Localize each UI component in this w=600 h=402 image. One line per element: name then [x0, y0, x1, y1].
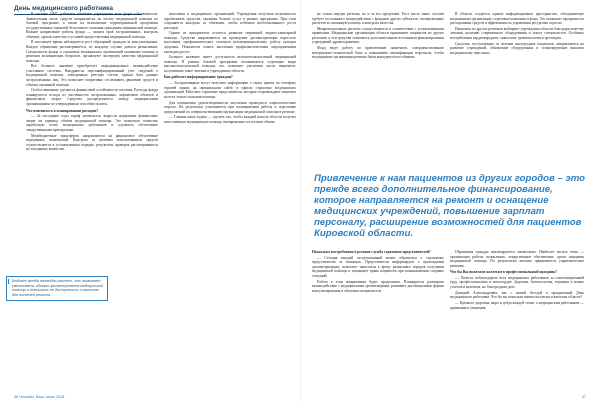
paragraph: Межрегиональные расчеты осуществляются в соответствии с установленными правилами. Медицинские организации области принимают пациентов из других регионов, и эти средства становятся дополнительным источником финансирования учреждений здравоохранения. [312, 26, 444, 45]
paragraph: В системе ОМС работают лечебные учреждения всех форм собственности. Значительная часть средств направляется на оплату медицинской помощи по базовой программе, а также на выполнение территориальной программы государственных гарантий бесплатного оказания гражданам медицинской помощи. Важное направление работы фонда — защита прав застрахованных, контроль объемов, сроков, качества и условий предоставления медицинской помощи. [26, 12, 158, 39]
paragraph: В настоящее время наблюдается рост обращений граждан за консультациями. Каждое обращение рассматривается, по каждому случаю даются разъяснения. Специалисты фонда и страховых медицинских организаций оказывают помощь в решении возникающих вопросов, организуют экспертизу качества медицинской помощи. [26, 40, 158, 63]
paragraph: Для повышения удовлетворенности населения проводятся социологические опросы. Их результаты учитываются при планировании работы и подготовке предложений по совершенствованию организации медицинской помощи в регионе. [164, 100, 296, 114]
side-note-accent-bar [8, 279, 9, 284]
paragraph: — Сегодня каждый застрахованный может обратиться к страховому представителю за помощью. Представители информируют о прохождении диспансеризации, помогают записаться к врачу, разъясняют порядок получения медицинской помощи и защищают права пациентов при возникновении спорных ситуаций. [312, 255, 444, 278]
column-3-bottom-text [312, 250, 444, 293]
paragraph: — Крепкого здоровья, мира и добра каждой семье, а медицинским работникам — признания и уважения. [450, 301, 584, 310]
footer-left-folio: 46 Человек. Ваш. июнь 2018 [14, 395, 65, 399]
paragraph: Особое внимание уделяется финансовой устойчивости системы. Расходы фонда планируются исходя из численности застрахованных, нормативов объемов и финансовых затрат. Средства распределяются между медицинскими организациями по утвержденным способам оплаты. [26, 88, 158, 106]
interview-question: Что бы Вы пожелали коллегам в профессиональный праздник? [450, 270, 557, 275]
interview-question: Насколько востребована в регионе служба страховых представителей? [312, 250, 431, 254]
column-3-top-text [312, 12, 444, 170]
paragraph: — Хочется поблагодарить всех медицинских работников за самоотверженный труд, профессионализм и милосердие. Здоровья, благополучия, терпения и новых успехов в нелегком, но благородном деле. [450, 275, 584, 290]
paragraph: Работа в этом направлении будет продолжена. Планируется расширять взаимодействие с медицинскими организациями, развивать дистанционные формы консультирования и обучения специалистов. [312, 279, 444, 293]
paragraph: Межбюджетные трансферты направляются на финансовое обеспечение переданных полномочий. Контроль за целевым использованием средств осуществляется в установленном порядке, результаты проверок рассматриваются на заседаниях комиссии. [26, 133, 158, 152]
paragraph: Дмитрий Александрович, вас с нашей беседой в праздничный День медицинского работника. Что бы вы пожелали вашим коллегам и жителям области? [450, 290, 584, 300]
paragraph: Все большее значение приобретает информационное взаимодействие участников системы. Внедряются персонифицированный учет сведений о медицинской помощи, электронные реестры счетов, единая база данных застрахованных лиц. Это позволяет оперативно отслеживать движение средств и объемы оказанной помощи. [26, 64, 158, 87]
paragraph: — Главная наша задача — сделать так, чтобы каждый житель области получал качественную медицинскую помощь своевременно и в полном объеме. [164, 115, 296, 124]
column-4-top-text [450, 12, 584, 170]
paragraph: Обращения граждан анализируются ежемесячно. Наиболее частые темы — организация работы поликлиник, лекарственное обеспечение, сроки ожидания медицинской помощи. По результатам анализа принимаются управленческие решения. [450, 250, 584, 268]
paragraph: Пациенты из других регионов выбирают учреждения области благодаря качеству лечения, наличию современного оборудования и опыту специалистов. Особенно востребованы кардиохирургия, онкология, травматология и ортопедия. [450, 26, 584, 40]
interview-question: Как работает информирование граждан? [164, 75, 233, 80]
side-note-text: Бюджет фонда ежегодно растет, что позволяет увеличивать объемы финансирования медицинской помощи и повышать ее доступность и качество для жителей региона. [12, 279, 103, 298]
left-column-2 [164, 12, 296, 390]
paragraph: не только внутри региона, но и за его пределами. Рост числа таких случаев требует постоянного взаимодействия с фондами других субъектов, своевременных расчетов за оказанную помощь и контроля качества. [312, 12, 444, 26]
paragraph: Фонд ведет работу по привлечению пациентов, совершенствованию материально-технической базы и повышению квалификации персонала, чтобы медицинские организации региона были конкурентоспособными. [312, 46, 444, 60]
paragraph: Средства, поступающие за лечение иногородних пациентов, направляются на развитие учреждений, обновление оборудования и стимулирующие выплаты медицинскому персоналу. [450, 41, 584, 55]
footer-right-folio: 47 [581, 395, 586, 399]
interview-question: Что изменилось в планировании расходов? [26, 108, 99, 113]
side-note-box [6, 276, 108, 301]
column-4-bottom-text [450, 250, 584, 310]
paragraph: Одним из приоритетов остается развитие первичной медико-санитарной помощи. Средства направляются на проведение диспансеризации взрослого населения, профилактических осмотров несовершеннолетних, работу центров здоровья. Показатели охвата населения профилактическими мероприятиями ежегодно растут. [164, 31, 296, 54]
paragraph: — За последние годы тариф увеличился, выросли нормативы финансовых затрат на единицу объема медицинской помощи. Это позволило повысить заработную плату медицинских работников и улучшить обеспечение лекарственными препаратами. [26, 114, 158, 132]
paragraph: — Застрахованные могут получить информацию о своих правах по телефону горячей линии, на официальном сайте, в офисах страховых медицинских организаций. Работают страховые представители, которые сопровождают пациента на всех этапах оказания помощи. [164, 81, 296, 99]
paragraph: В области создается единое информационное пространство, объединяющее медицинские организации, страховые компании и фонд. Это повышает прозрачность расходования средств и эффективность управления ресурсами отрасли. [450, 12, 584, 26]
section-rubric: День медицинского работника [14, 4, 142, 15]
left-column-1 [26, 12, 158, 390]
paragraph: Большое значение имеет доступность высокотехнологичной медицинской помощи. В рамках базовой программы оплачиваются отдельные виды высокотехнологичной помощи, что позволяет увеличить число пациентов, получивших такое лечение в учреждениях области. [164, 55, 296, 73]
paragraph: населения и медицинских организаций. Учреждения получили возможность зарабатывать средства, оказывая больше услуг в рамках программы. При этом сохраняется контроль за объемами, чтобы избежать необоснованного роста расходов. [164, 12, 296, 30]
page-gutter [300, 0, 301, 402]
pull-quote: Привлечение к нам пациентов из других городов – это прежде всего дополнительное финансирование, которое направляется на ремонт и оснащение медицинских учреждений, повышение зарплат персоналу, расширение возможностей для пациентов Кировской области. [314, 173, 586, 239]
